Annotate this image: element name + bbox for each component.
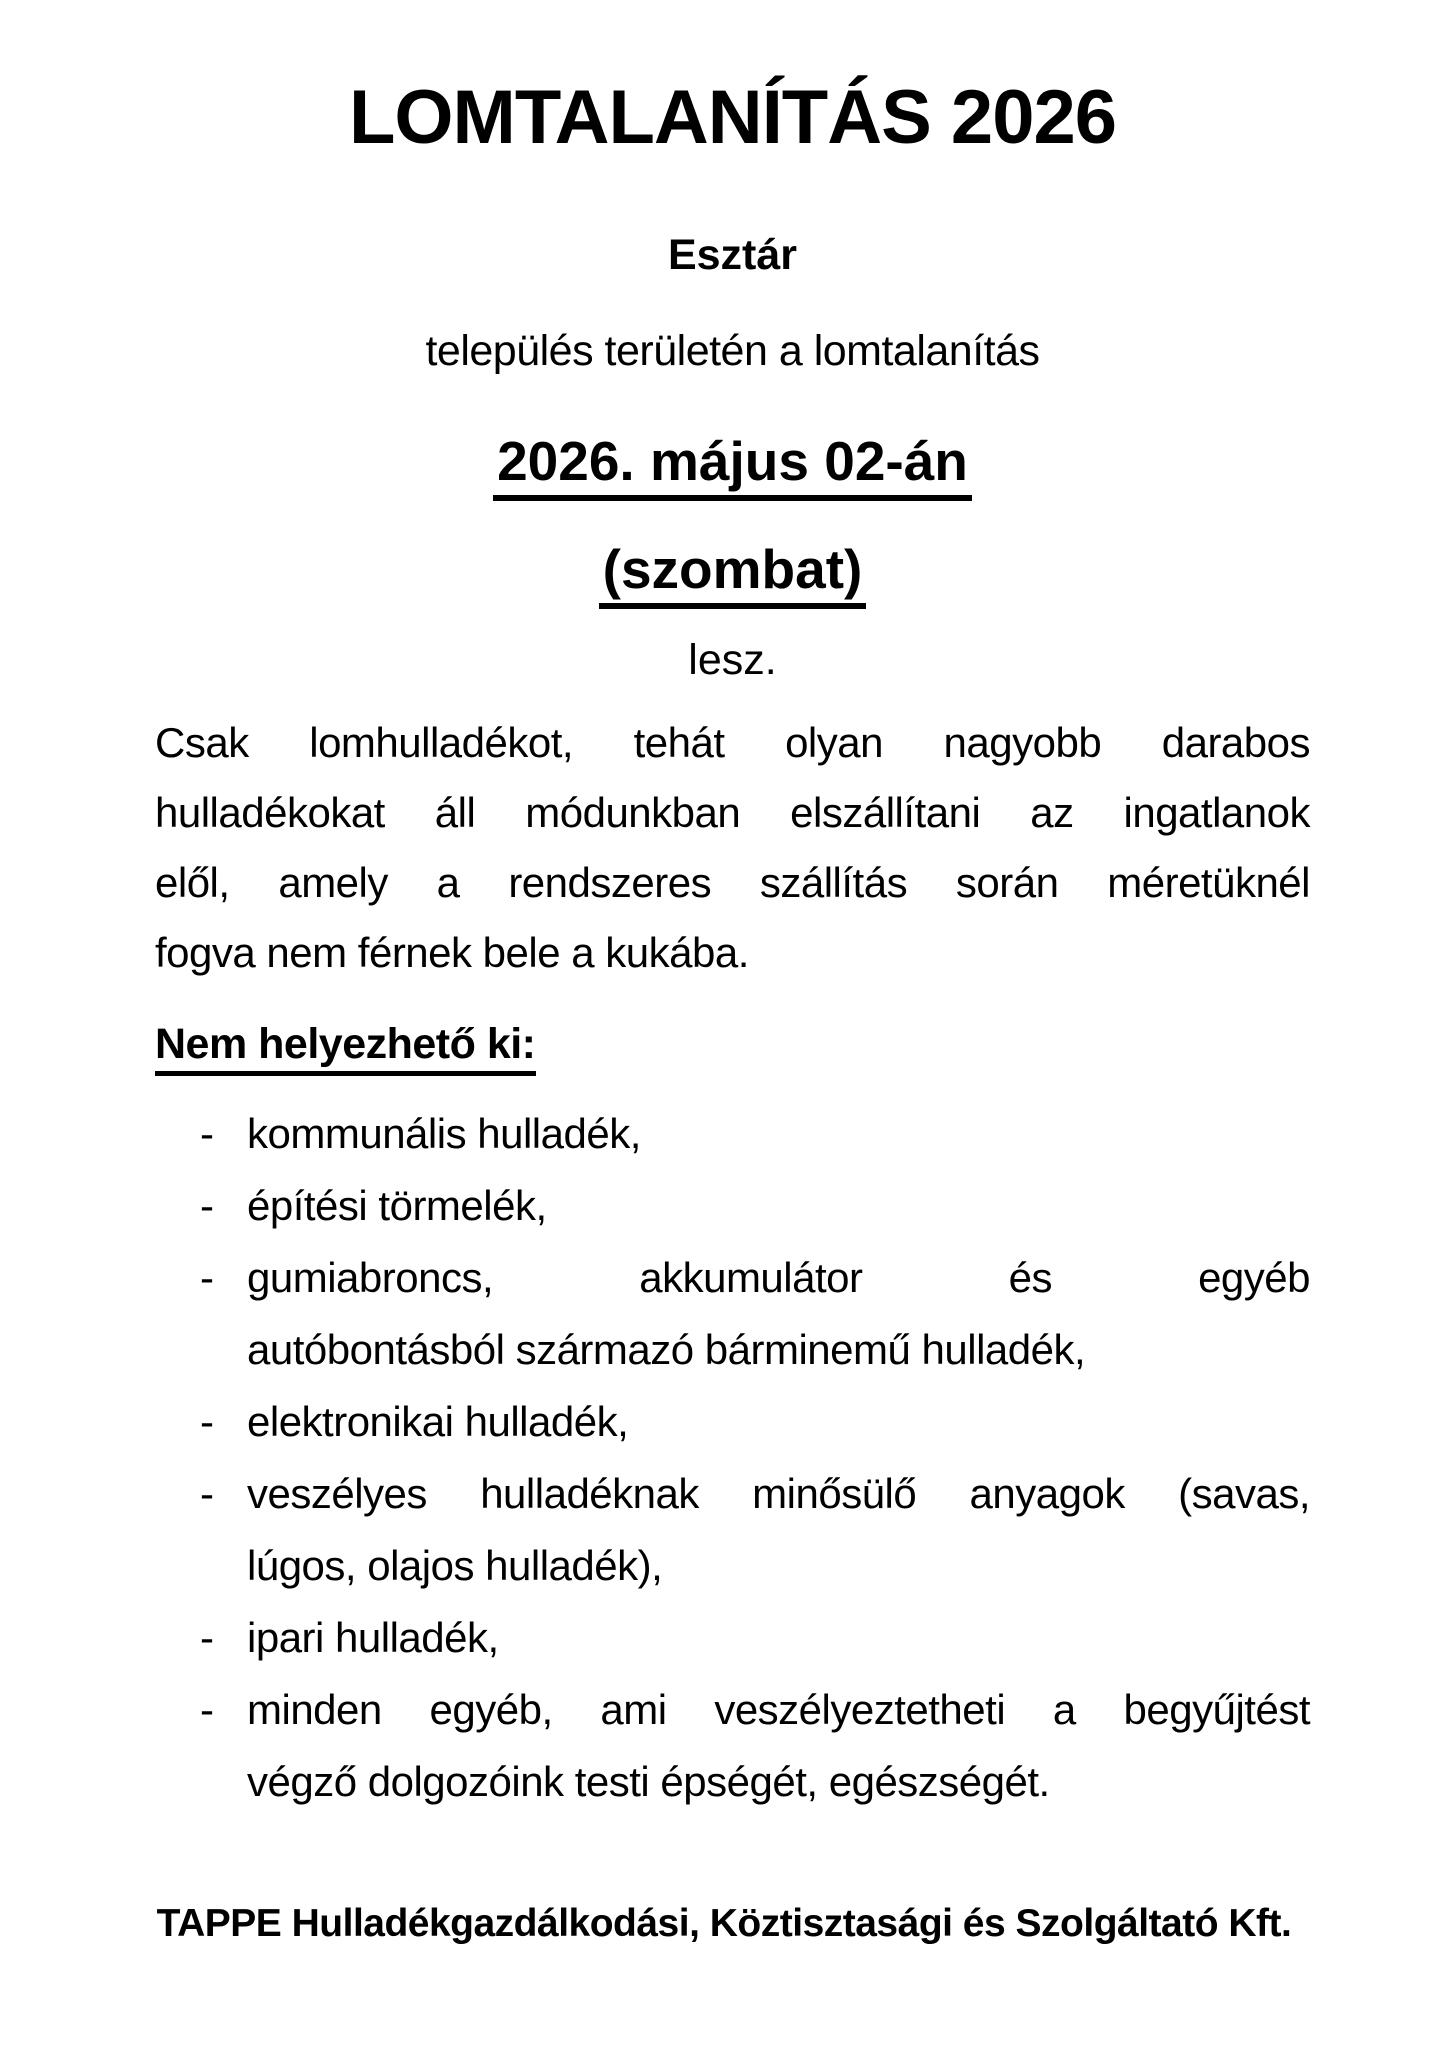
collection-date-line bbox=[155, 424, 1310, 498]
list-row bbox=[155, 1242, 1310, 1314]
list-item-text: ipari hulladék, bbox=[247, 1614, 499, 1661]
list-item-text: minden egyéb, ami veszélyeztetheti a begyűjtést bbox=[247, 1686, 1310, 1733]
list-row bbox=[155, 1674, 1310, 1746]
list-item-dash: - bbox=[200, 1110, 214, 1157]
list-row bbox=[155, 1386, 1310, 1458]
list-item-text: autóbontásból származó bárminemű hulladék, bbox=[247, 1326, 1086, 1373]
list-item-dash: - bbox=[200, 1254, 214, 1301]
collection-weekday: (szombat) bbox=[599, 538, 867, 609]
list-item-text: veszélyes hulladéknak minősülő anyagok (savas, bbox=[247, 1470, 1310, 1517]
list-row bbox=[155, 1602, 1310, 1674]
list-item-text: lúgos, olajos hulladék), bbox=[247, 1542, 663, 1589]
list-item-dash: - bbox=[200, 1182, 214, 1229]
list-item-text: végző dolgozóink testi épségét, egészségét. bbox=[247, 1758, 1050, 1805]
list-item-text: kommunális hulladék, bbox=[247, 1110, 641, 1157]
list-row bbox=[155, 1530, 1310, 1602]
list-item-dash: - bbox=[200, 1470, 214, 1517]
list-row bbox=[155, 1170, 1310, 1242]
list-item-dash: - bbox=[200, 1398, 214, 1445]
list-row bbox=[155, 1746, 1310, 1818]
intro-paragraph-line: elől, amely a rendszeres szállítás során méretüknél bbox=[155, 859, 1310, 906]
list-item-text: gumiabroncs, akkumulátor és egyéb bbox=[247, 1254, 1310, 1301]
intro-paragraph-line: hulladékokat áll módunkban elszállítani az ingatlanok bbox=[155, 789, 1310, 836]
intro-paragraph-line: Csak lomhulladékot, tehát olyan nagyobb darabos bbox=[155, 719, 1310, 766]
list-item-text: építési törmelék, bbox=[247, 1182, 547, 1229]
intro-paragraph bbox=[155, 708, 1310, 988]
list-row bbox=[155, 1098, 1310, 1170]
town-name: Esztár bbox=[667, 231, 798, 279]
subtitle-line: település területén a lomtalanítás bbox=[425, 327, 1040, 375]
excluded-list-heading: Nem helyezhető ki: bbox=[155, 1020, 536, 1076]
excluded-list-heading-line bbox=[155, 1016, 1310, 1072]
collection-weekday-line bbox=[155, 532, 1310, 606]
list-item-dash: - bbox=[200, 1686, 214, 1733]
list-item-text: elektronikai hulladék, bbox=[247, 1398, 629, 1445]
page-title: LOMTALANÍTÁS 2026 bbox=[348, 75, 1116, 160]
company-footer: TAPPE Hulladékgazdálkodási, Köztisztasági és Szolgáltató Kft. bbox=[156, 1902, 1292, 1945]
excluded-items-list bbox=[155, 1098, 1310, 1818]
verb-line: lesz. bbox=[688, 636, 777, 684]
collection-date: 2026. május 02-án bbox=[493, 430, 972, 501]
list-item-dash: - bbox=[200, 1614, 214, 1661]
list-row bbox=[155, 1314, 1310, 1386]
intro-paragraph-line: fogva nem férnek bele a kukába. bbox=[155, 929, 749, 976]
list-row bbox=[155, 1458, 1310, 1530]
